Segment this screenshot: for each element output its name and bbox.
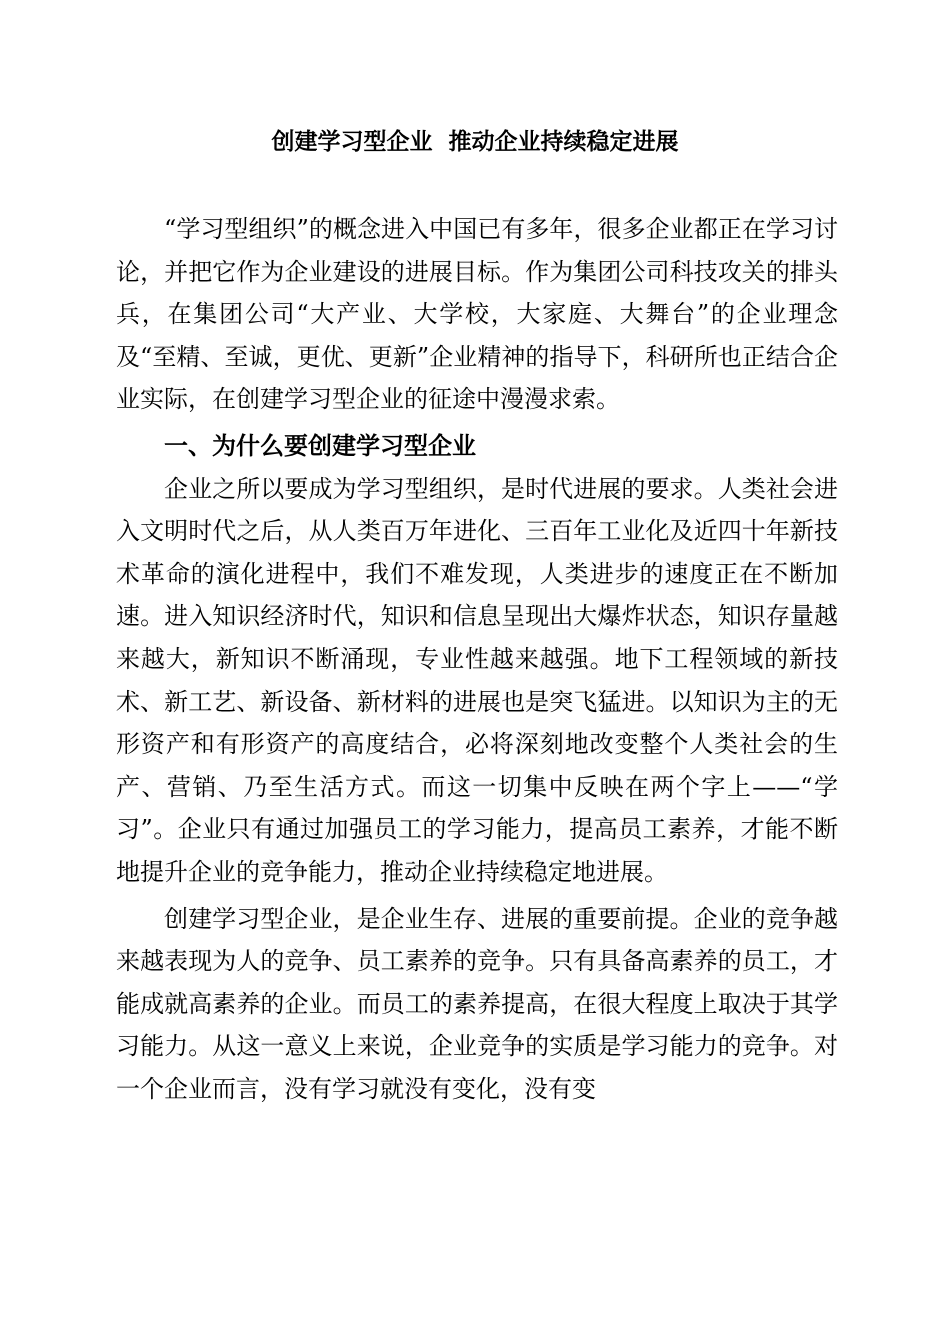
body-paragraph: 创建学习型企业，是企业生存、进展的重要前提。企业的竞争越来越表现为人的竞争、员工素养的竞争。只有具备高素养的员工，才能成就高素养的企业。而员工的素养提高，在很大程度上取决于其学习能力。从这一意义上来说，企业竞争的实质是学习能力的竞争。对一个企业而言，没有学习就没有变化，没有变 bbox=[116, 904, 838, 1103]
document-body bbox=[116, 208, 838, 1110]
document-title: 创建学习型企业 推动企业持续稳定进展 bbox=[271, 129, 679, 155]
section-heading: 一、为什么要创建学习型企业 bbox=[164, 431, 476, 460]
intro-paragraph: “学习型组织”的概念进入中国已有多年，很多企业都正在学习讨论，并把它作为企业建设的进展目标。作为集团公司科技攻关的排头兵，在集团公司“大产业、大学校，大家庭、大舞台”的企业理念及“至精、至诚，更优、更新”企业精神的指导下，科研所也正结合企业实际，在创建学习型企业的征途中漫漫求索。 bbox=[116, 215, 838, 414]
body-paragraph: 企业之所以要成为学习型组织，是时代进展的要求。人类社会进入文明时代之后，从人类百万年进化、三百年工业化及近四十年新技术革命的演化进程中，我们不难发现，人类进步的速度正在不断加速。进入知识经济时代，知识和信息呈现出大爆炸状态，知识存量越来越大，新知识不断涌现，专业性越来越强。地下工程领域的新技术、新工艺、新设备、新材料的进展也是突飞猛进。以知识为主的无形资产和有形资产的高度结合，必将深刻地改变整个人类社会的生产、营销、乃至生活方式。而这一切集中反映在两个字上——“学习”。企业只有通过加强员工的学习能力，提高员工素养，才能不断地提升企业的竞争能力，推动企业持续稳定地进展。 bbox=[116, 474, 838, 886]
